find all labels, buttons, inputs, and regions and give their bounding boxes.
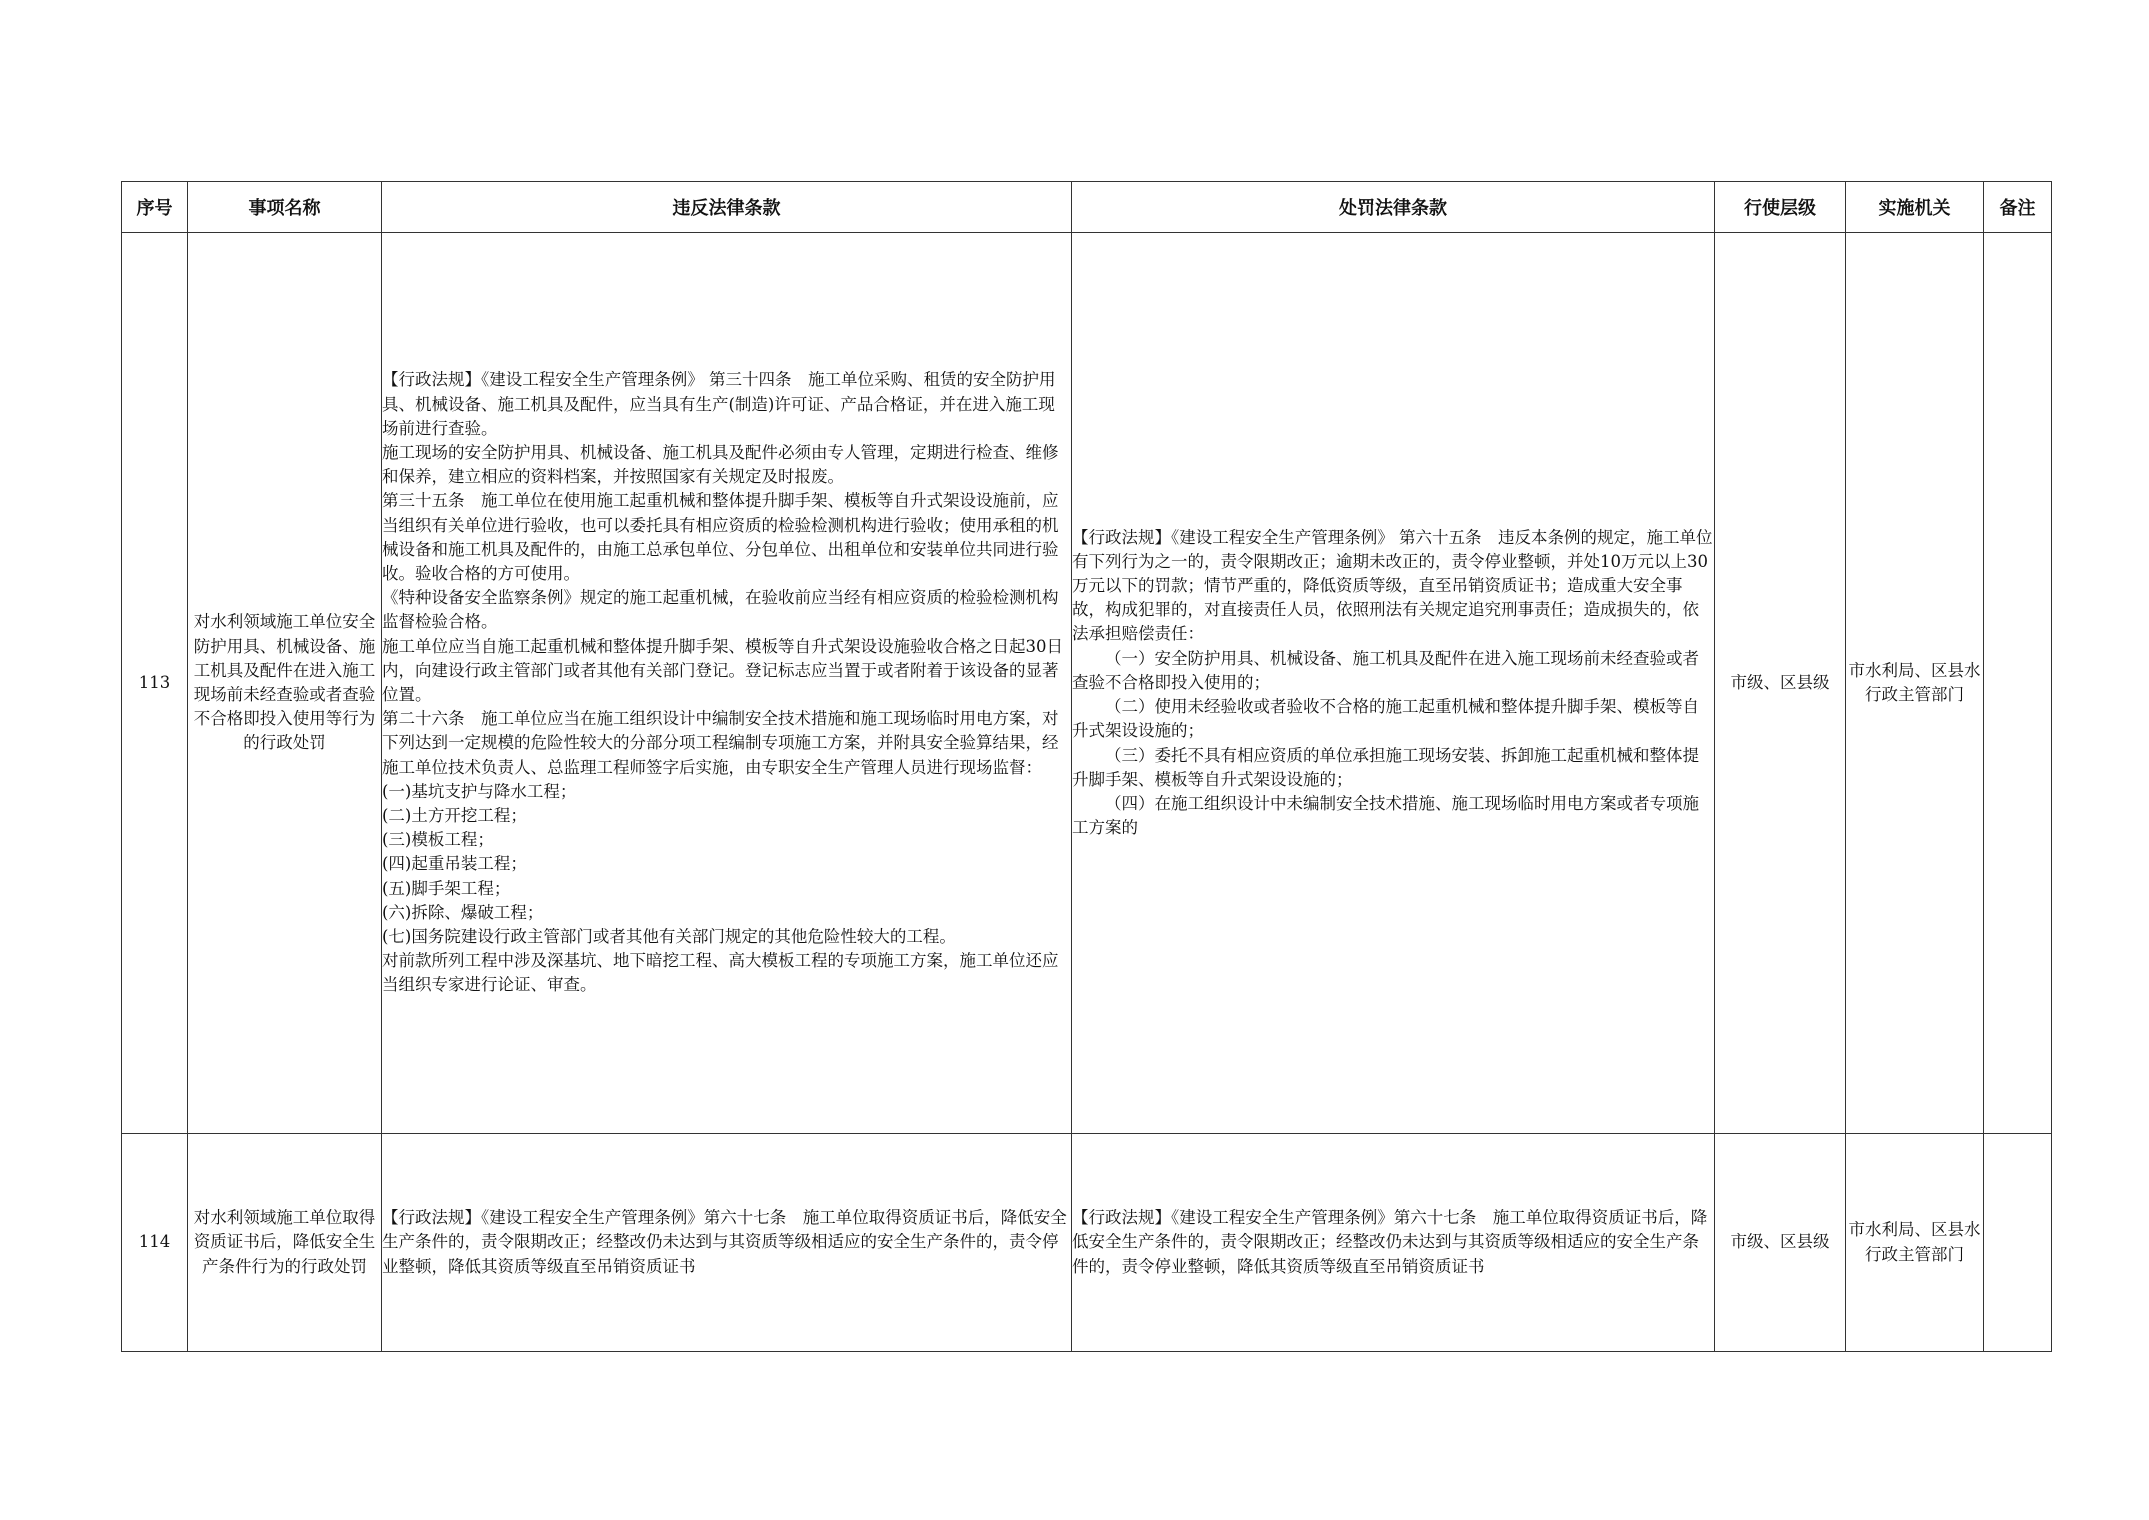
row-item-name: 对水利领域施工单位安全防护用具、机械设备、施工机具及配件在进入施工现场前未经查验或者查验不合格即投入使用等行为的行政处罚 xyxy=(188,233,382,1134)
row-no: 113 xyxy=(122,233,188,1134)
penalty-paragraph: 【行政法规】《建设工程安全生产管理条例》 第六十五条 违反本条例的规定，施工单位有下列行为之一的，责令限期改正；逾期未改正的，责令停业整顿，并处10万元以上30万元以下的罚款；情节严重的，降低资质等级，直至吊销资质证书；造成重大安全事故，构成犯罪的，对直接责任人员，依照刑法有关规定追究刑事责任；造成损失的，依法承担赔偿责任： xyxy=(1072,527,1713,644)
violation-paragraph: 【行政法规】《建设工程安全生产管理条例》第六十七条 施工单位取得资质证书后，降低安全生产条件的，责令限期改正；经整改仍未达到与其资质等级相适应的安全生产条件的，责令停业整顿，降低其资质等级直至吊销资质证书 xyxy=(382,1208,1067,1276)
violation-paragraph: 第二十六条 施工单位应当在施工组织设计中编制安全技术措施和施工现场临时用电方案，对下列达到一定规模的危险性较大的分部分项工程编制专项施工方案，并附具安全验算结果，经施工单位技术负责人、总监理工程师签字后实施，由专职安全生产管理人员进行现场监督： xyxy=(382,709,1059,777)
violation-paragraph: (五)脚手架工程； xyxy=(382,878,511,898)
row-item-name: 对水利领域施工单位取得资质证书后，降低安全生产条件行为的行政处罚 xyxy=(188,1134,382,1352)
row-violation-clauses xyxy=(382,1134,1072,1352)
header-violation: 违反法律条款 xyxy=(382,182,1072,233)
violation-paragraph: 施工单位应当自施工起重机械和整体提升脚手架、模板等自升式架设设施验收合格之日起30日内，向建设行政主管部门或者其他有关部门登记。登记标志应当置于或者附着于该设备的显著位置。 xyxy=(382,636,1063,704)
penalty-paragraph: （一）安全防护用具、机械设备、施工机具及配件在进入施工现场前未经查验或者查验不合格即投入使用的； xyxy=(1072,648,1699,692)
violation-paragraph: 施工现场的安全防护用具、机械设备、施工机具及配件必须由专人管理，定期进行检查、维修和保养，建立相应的资料档案，并按照国家有关规定及时报废。 xyxy=(382,442,1059,487)
penalty-paragraph: （四）在施工组织设计中未编制安全技术措施、施工现场临时用电方案或者专项施工方案的 xyxy=(1072,793,1699,838)
violation-paragraph: (六)拆除、爆破工程； xyxy=(382,902,544,922)
penalty-paragraph: （三）委托不具有相应资质的单位承担施工现场安装、拆卸施工起重机械和整体提升脚手架、模板等自升式架设设施的； xyxy=(1072,745,1699,789)
header-row xyxy=(122,182,2052,233)
row-violation-clauses xyxy=(382,233,1072,1134)
row-no: 114 xyxy=(122,1134,188,1352)
row-authority: 市水利局、区县水行政主管部门 xyxy=(1846,1134,1984,1352)
violation-paragraph: (四)起重吊装工程； xyxy=(382,854,527,874)
violation-paragraph: (七)国务院建设行政主管部门或者其他有关部门规定的其他危险性较大的工程。 xyxy=(382,927,956,947)
penalty-paragraph: 【行政法规】《建设工程安全生产管理条例》第六十七条 施工单位取得资质证书后，降低安全生产条件的，责令限期改正；经整改仍未达到与其资质等级相适应的安全生产条件的，责令停业整顿，降低其资质等级直至吊销资质证书 xyxy=(1072,1208,1708,1276)
row-penalty-clauses xyxy=(1072,233,1715,1134)
header-penalty: 处罚法律条款 xyxy=(1072,182,1715,233)
row-level: 市级、区县级 xyxy=(1715,1134,1846,1352)
row-penalty-clauses xyxy=(1072,1134,1715,1352)
row-remark xyxy=(1984,1134,2052,1352)
violation-paragraph: 【行政法规】《建设工程安全生产管理条例》 第三十四条 施工单位采购、租赁的安全防护用具、机械设备、施工机具及配件，应当具有生产(制造)许可证、产品合格证，并在进入施工现场前进行查验。 xyxy=(382,370,1056,438)
row-authority: 市水利局、区县水行政主管部门 xyxy=(1846,233,1984,1134)
violation-paragraph: (三)模板工程； xyxy=(382,830,494,850)
header-name: 事项名称 xyxy=(188,182,382,233)
violation-paragraph: (一)基坑支护与降水工程； xyxy=(382,781,577,801)
header-remark: 备注 xyxy=(1984,182,2052,233)
row-level: 市级、区县级 xyxy=(1715,233,1846,1134)
header-no: 序号 xyxy=(122,182,188,233)
violation-paragraph: 对前款所列工程中涉及深基坑、地下暗挖工程、高大模板工程的专项施工方案，施工单位还应当组织专家进行论证、审查。 xyxy=(382,951,1059,995)
violation-paragraph: 《特种设备安全监察条例》规定的施工起重机械，在验收前应当经有相应资质的检验检测机构监督检验合格。 xyxy=(382,588,1059,632)
penalty-table xyxy=(121,181,2052,1352)
table-row xyxy=(122,1134,2052,1352)
penalty-paragraph: （二）使用未经验收或者验收不合格的施工起重机械和整体提升脚手架、模板等自升式架设设施的； xyxy=(1072,697,1699,741)
violation-paragraph: (二)土方开挖工程； xyxy=(382,806,527,826)
table-row xyxy=(122,233,2052,1134)
row-remark xyxy=(1984,233,2052,1134)
header-level: 行使层级 xyxy=(1715,182,1846,233)
header-authority: 实施机关 xyxy=(1846,182,1984,233)
violation-paragraph: 第三十五条 施工单位在使用施工起重机械和整体提升脚手架、模板等自升式架设设施前，应当组织有关单位进行验收，也可以委托具有相应资质的检验检测机构进行验收；使用承租的机械设备和施工机具及配件的，由施工总承包单位、分包单位、出租单位和安装单位共同进行验收。验收合格的方可使用。 xyxy=(382,491,1059,583)
